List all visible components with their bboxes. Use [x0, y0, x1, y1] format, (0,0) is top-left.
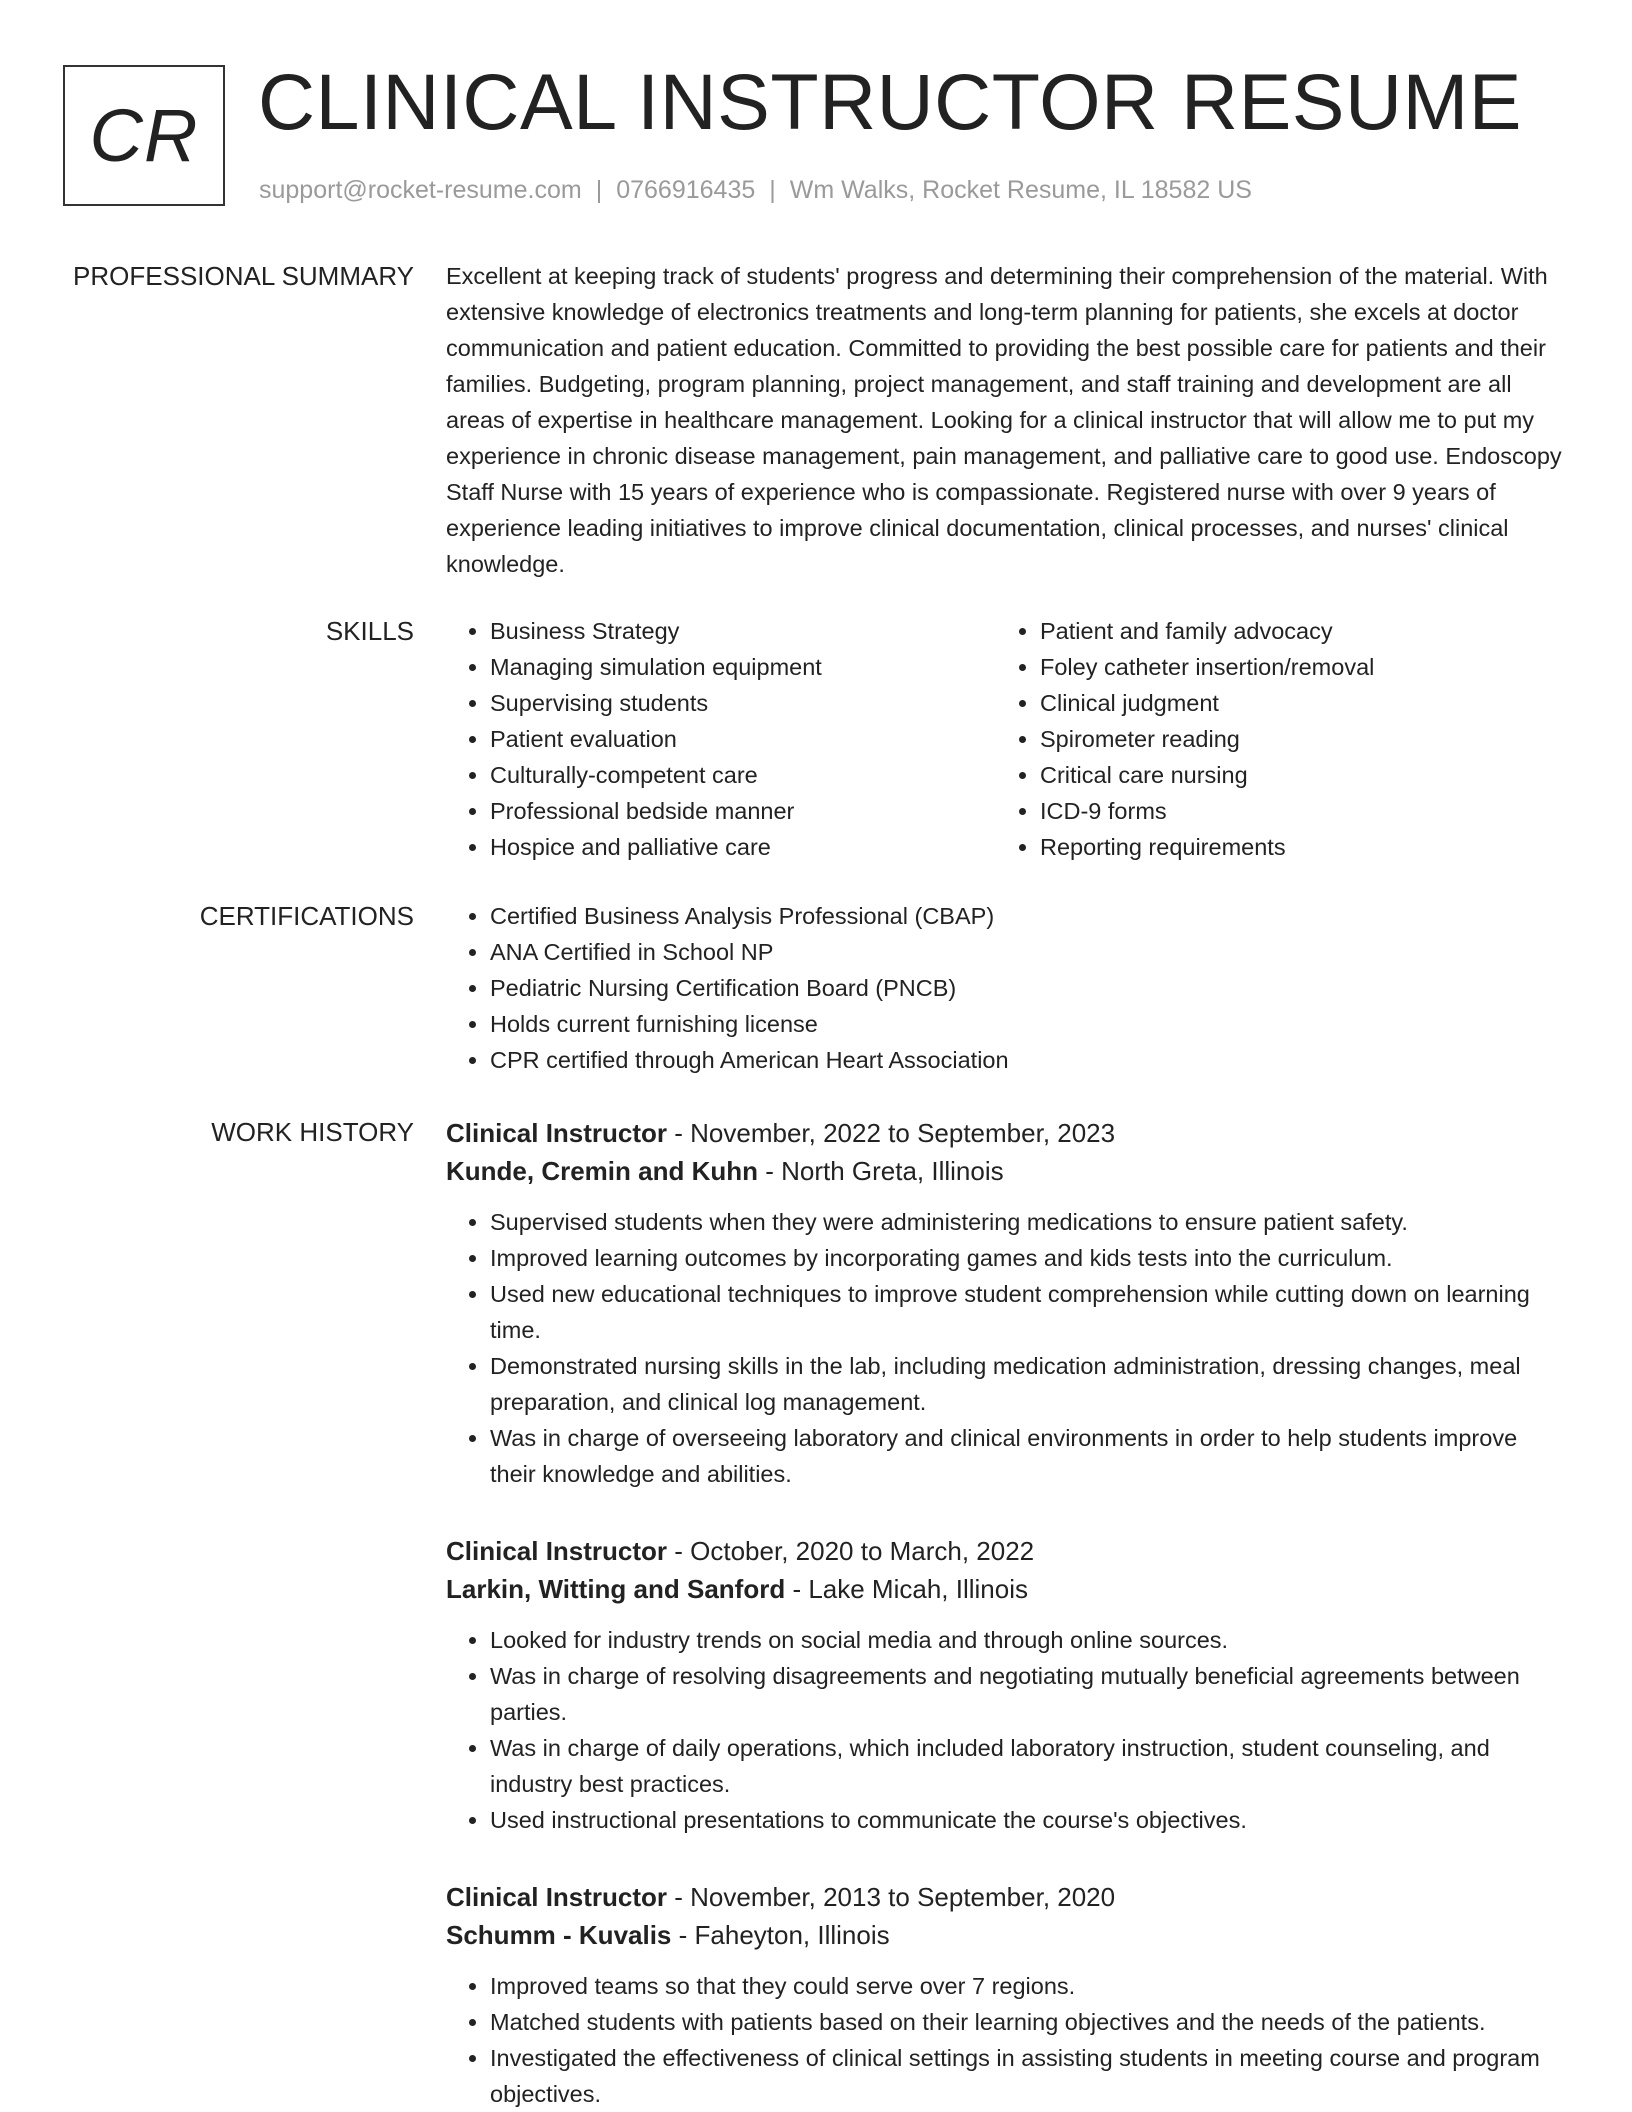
skill-item: • ICD-9 forms — [1040, 793, 1546, 829]
job-bullet: • Supervised students when they were administering medications to ensure patient safety. — [490, 1204, 1566, 1240]
certification-item: • Pediatric Nursing Certification Board (PNCB) — [490, 970, 1566, 1006]
skill-item: • Critical care nursing — [1040, 757, 1546, 793]
job-entry — [446, 1114, 1566, 1492]
job-bullet: • Looked for industry trends on social media and through online sources. — [490, 1622, 1566, 1658]
skill-item: • Reporting requirements — [1040, 829, 1546, 865]
job-entry — [446, 1532, 1566, 1838]
skill-item: • Foley catheter insertion/removal — [1040, 649, 1546, 685]
contact-separator: | — [769, 176, 776, 204]
job-bullet: • Matched students with patients based on their learning objectives and the needs of the patients. — [490, 2004, 1566, 2040]
job-bullet-list — [446, 1622, 1566, 1838]
job-company-line — [446, 1570, 1566, 1608]
job-bullet: • Improved teams so that they could serve over 7 regions. — [490, 1968, 1566, 2004]
job-entry — [446, 1878, 1566, 2112]
job-bullet: • Used instructional presentations to communicate the course's objectives. — [490, 1802, 1566, 1838]
certifications-body — [446, 898, 1566, 1078]
contact-line — [259, 174, 1252, 206]
job-title-line — [446, 1114, 1566, 1152]
work-history-body — [446, 1114, 1566, 2112]
work-history-label: WORK HISTORY — [211, 1117, 414, 1147]
skills-body — [446, 613, 1566, 865]
job-bullet: • Demonstrated nursing skills in the lab, including medication administration, dressing changes, meal preparation, and clinical log management. — [490, 1348, 1566, 1420]
job-company: Kunde, Cremin and Kuhn — [446, 1156, 758, 1186]
job-location: - Faheyton, Illinois — [671, 1920, 890, 1950]
certification-item: • Holds current furnishing license — [490, 1006, 1566, 1042]
skills-list-left — [446, 613, 996, 865]
job-bullet: • Improved learning outcomes by incorporating games and kids tests into the curriculum. — [490, 1240, 1566, 1276]
job-bullet-list — [446, 1204, 1566, 1492]
contact-phone: 0766916435 — [616, 176, 756, 204]
skill-item: • Culturally-competent care — [490, 757, 996, 793]
job-location: - Lake Micah, Illinois — [785, 1574, 1028, 1604]
summary-label: PROFESSIONAL SUMMARY — [73, 261, 414, 291]
skill-item: • Professional bedside manner — [490, 793, 996, 829]
job-bullet: • Used new educational techniques to improve student comprehension while cutting down on learning time. — [490, 1276, 1566, 1348]
skills-list-right — [996, 613, 1546, 865]
resume-title: CLINICAL INSTRUCTOR RESUME — [258, 57, 1523, 146]
certifications-label: CERTIFICATIONS — [199, 901, 414, 931]
job-dates: - October, 2020 to March, 2022 — [667, 1536, 1035, 1566]
contact-address: Wm Walks, Rocket Resume, IL 18582 US — [789, 176, 1252, 204]
contact-email: support@rocket-resume.com — [259, 176, 582, 204]
skill-item: • Patient evaluation — [490, 721, 996, 757]
job-title: Clinical Instructor — [446, 1118, 668, 1148]
summary-body — [446, 258, 1566, 582]
job-title: Clinical Instructor — [446, 1882, 668, 1912]
skill-item: • Supervising students — [490, 685, 996, 721]
job-bullet: • Was in charge of resolving disagreements and negotiating mutually beneficial agreements between parties. — [490, 1658, 1566, 1730]
job-location: - North Greta, Illinois — [758, 1156, 1004, 1186]
skill-item: • Business Strategy — [490, 613, 996, 649]
contact-separator: | — [595, 176, 603, 204]
job-company-line — [446, 1152, 1566, 1190]
certification-item: • CPR certified through American Heart Association — [490, 1042, 1566, 1078]
job-dates: - November, 2013 to September, 2020 — [667, 1882, 1116, 1912]
summary-text: Excellent at keeping track of students' progress and determining their comprehension of the material. With extensive knowledge of electronics treatments and long-term planning for patients, she excels at doctor communication and patient education. Committed to providing the best possible care for patients and their families. Budgeting, program planning, project management, and staff training and development are all areas of expertise in healthcare management. Looking for a clinical instructor that will allow me to put my experience in chronic disease management, pain management, and palliative care to good use. Endoscopy Staff Nurse with 15 years of experience who is compassionate. Registered nurse with over 9 years of experience leading initiatives to improve clinical documentation, clinical processes, and nurses' clinical knowledge. — [446, 263, 1562, 577]
certification-item: • ANA Certified in School NP — [490, 934, 1566, 970]
skill-item: • Hospice and palliative care — [490, 829, 996, 865]
skill-item: • Clinical judgment — [1040, 685, 1546, 721]
skill-item: • Managing simulation equipment — [490, 649, 996, 685]
skills-column-left — [446, 613, 996, 865]
skill-item: • Patient and family advocacy — [1040, 613, 1546, 649]
job-bullet: • Was in charge of overseeing laboratory and clinical environments in order to help students improve their knowledge and abilities. — [490, 1420, 1566, 1492]
job-company: Larkin, Witting and Sanford — [446, 1574, 786, 1604]
skills-column-right — [996, 613, 1546, 865]
monogram-logo — [63, 65, 225, 206]
job-company: Schumm - Kuvalis — [446, 1920, 672, 1950]
job-bullet: • Investigated the effectiveness of clinical settings in assisting students in meeting course and program objectives. — [490, 2040, 1566, 2112]
job-company-line — [446, 1916, 1566, 1954]
job-title: Clinical Instructor — [446, 1536, 668, 1566]
job-dates: - November, 2022 to September, 2023 — [667, 1118, 1116, 1148]
monogram-text: CR — [89, 94, 199, 177]
job-title-line — [446, 1532, 1566, 1570]
certification-item: • Certified Business Analysis Professional (CBAP) — [490, 898, 1566, 934]
skill-item: • Spirometer reading — [1040, 721, 1546, 757]
certifications-list — [446, 898, 1566, 1078]
job-title-line — [446, 1878, 1566, 1916]
job-bullet-list — [446, 1968, 1566, 2112]
skills-label: SKILLS — [325, 616, 414, 646]
job-bullet: • Was in charge of daily operations, which included laboratory instruction, student counseling, and industry best practices. — [490, 1730, 1566, 1802]
